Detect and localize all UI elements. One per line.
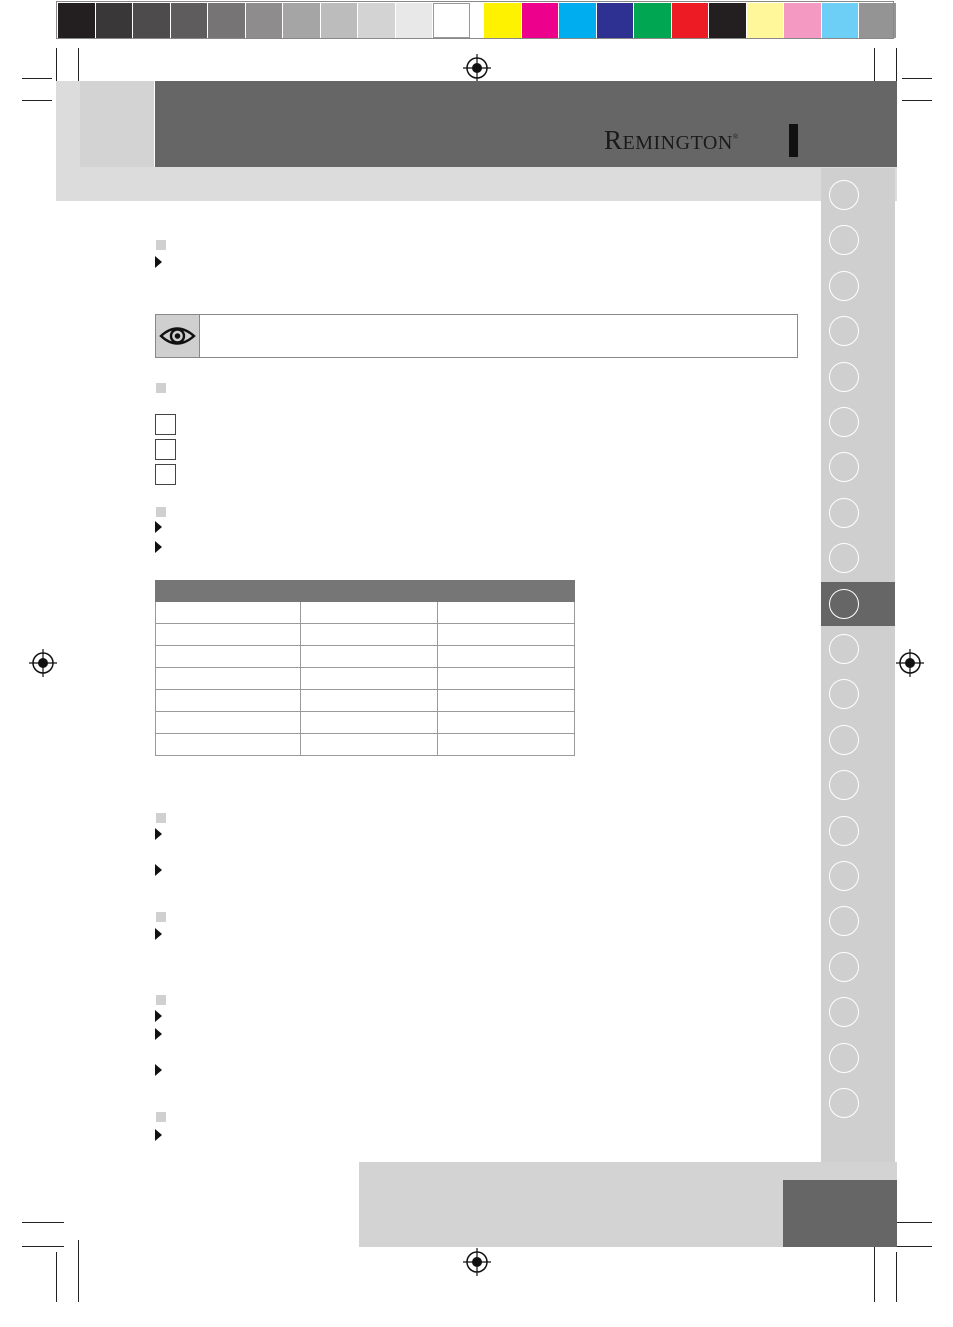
table-row	[156, 668, 575, 690]
section-marker	[156, 813, 166, 823]
color-swatch	[484, 3, 521, 38]
language-tab-circle[interactable]	[829, 861, 859, 891]
registration-mark-icon	[463, 1248, 491, 1276]
table-header-cell	[301, 581, 438, 602]
bullet-arrow-icon	[155, 1028, 162, 1040]
language-tab-circle-active[interactable]	[829, 589, 859, 619]
table-row	[156, 646, 575, 668]
bullet-arrow-icon	[155, 1010, 162, 1022]
gray-swatch	[246, 3, 283, 38]
color-swatch	[559, 3, 596, 38]
color-swatch	[672, 3, 709, 38]
bullet-arrow-icon	[155, 521, 162, 533]
table-cell	[438, 734, 575, 756]
gray-swatch	[133, 3, 170, 38]
spec-table	[155, 580, 575, 756]
bullet-arrow-icon	[155, 828, 162, 840]
bullet-arrow-icon	[155, 1129, 162, 1141]
language-tab-circle[interactable]	[829, 316, 859, 346]
language-tab-circle[interactable]	[829, 271, 859, 301]
gray-swatch	[433, 3, 470, 38]
bullet-arrow-icon	[155, 928, 162, 940]
section-marker	[156, 995, 166, 1005]
brand-logo	[604, 122, 739, 158]
language-tab-circle[interactable]	[829, 180, 859, 210]
language-tab-circle[interactable]	[829, 725, 859, 755]
language-tab-circle[interactable]	[829, 634, 859, 664]
checkbox[interactable]	[155, 414, 176, 435]
table-cell	[438, 712, 575, 734]
table-cell	[301, 690, 438, 712]
table-cell	[301, 734, 438, 756]
color-swatch	[859, 3, 896, 38]
bullet-arrow-icon	[155, 541, 162, 553]
gray-swatch	[321, 3, 358, 38]
language-tab-circle[interactable]	[829, 770, 859, 800]
table-cell	[156, 646, 301, 668]
table-cell	[438, 668, 575, 690]
color-swatch	[597, 3, 634, 38]
section-marker	[156, 240, 166, 250]
gray-swatch	[171, 3, 208, 38]
table-cell	[438, 690, 575, 712]
table-cell	[156, 734, 301, 756]
table-row	[156, 734, 575, 756]
table-cell	[301, 646, 438, 668]
color-swatch	[634, 3, 671, 38]
eye-icon	[156, 315, 199, 357]
color-swatch	[822, 3, 859, 38]
notice-icon-cell	[156, 315, 200, 357]
section-marker	[156, 912, 166, 922]
section-marker	[156, 1112, 166, 1122]
table-cell	[156, 668, 301, 690]
table-row	[156, 712, 575, 734]
color-swatch	[522, 3, 559, 38]
language-tab-circle[interactable]	[829, 816, 859, 846]
color-swatch	[747, 3, 784, 38]
table-header-cell	[438, 581, 575, 602]
checkbox[interactable]	[155, 439, 176, 460]
table-cell	[156, 602, 301, 624]
gray-swatch	[283, 3, 320, 38]
color-swatch	[784, 3, 821, 38]
footer-page-block	[783, 1180, 897, 1247]
checkbox[interactable]	[155, 464, 176, 485]
table-cell	[438, 602, 575, 624]
brand-reg-mark: ®	[732, 133, 739, 141]
table-cell	[156, 624, 301, 646]
notice-box	[155, 314, 798, 358]
table-cell	[301, 712, 438, 734]
language-tab-circle[interactable]	[829, 1088, 859, 1118]
language-tab-circle[interactable]	[829, 362, 859, 392]
table-cell	[156, 712, 301, 734]
table-row	[156, 690, 575, 712]
language-tab-circle[interactable]	[829, 952, 859, 982]
gray-swatch	[208, 3, 245, 38]
gray-swatch	[58, 3, 95, 38]
bullet-arrow-icon	[155, 864, 162, 876]
language-tab-circle[interactable]	[829, 997, 859, 1027]
registration-mark-icon	[29, 649, 57, 677]
header-subband	[155, 167, 897, 201]
brand-bar	[789, 124, 798, 157]
table-cell	[438, 624, 575, 646]
language-tab-circle[interactable]	[829, 407, 859, 437]
table-row	[156, 602, 575, 624]
language-tab-circle[interactable]	[829, 543, 859, 573]
table-row	[156, 624, 575, 646]
table-cell	[301, 624, 438, 646]
registration-mark-icon	[896, 649, 924, 677]
bullet-arrow-icon	[155, 1064, 162, 1076]
table-cell	[438, 646, 575, 668]
bullet-arrow-icon	[155, 256, 162, 268]
brand-initial: R	[604, 125, 623, 155]
table-cell	[301, 668, 438, 690]
color-swatch	[709, 3, 746, 38]
table-cell	[301, 602, 438, 624]
section-marker	[156, 507, 166, 517]
section-marker	[156, 383, 166, 393]
table-header-cell	[156, 581, 301, 602]
table-header-row	[156, 581, 575, 602]
language-tab-circle[interactable]	[829, 498, 859, 528]
language-tab-circle[interactable]	[829, 1043, 859, 1073]
header-bar	[155, 81, 897, 167]
header-side-band	[56, 167, 155, 201]
registration-mark-icon	[463, 54, 491, 82]
gray-swatch	[96, 3, 133, 38]
brand-rest: EMINGTON	[622, 132, 733, 154]
table-cell	[156, 690, 301, 712]
gray-swatch	[396, 3, 433, 38]
gray-swatch	[358, 3, 395, 38]
